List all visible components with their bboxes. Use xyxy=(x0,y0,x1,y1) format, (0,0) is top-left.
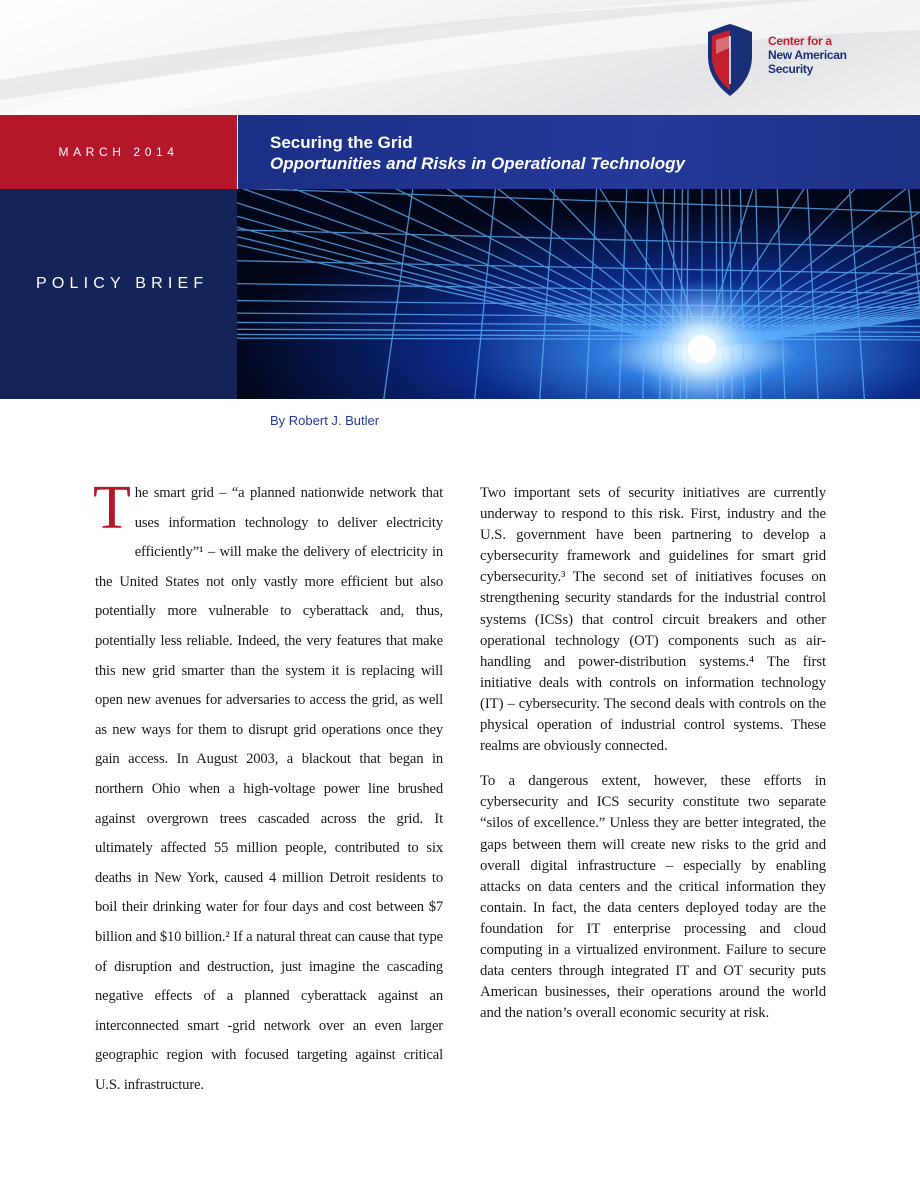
shield-icon xyxy=(706,24,754,96)
byline: By Robert J. Butler xyxy=(270,413,380,428)
digital-grid-illustration xyxy=(237,189,920,399)
left-column xyxy=(93,474,443,1100)
logo-wordmark xyxy=(768,34,868,76)
series-label: POLICY BRIEF xyxy=(36,275,209,292)
date-block xyxy=(0,115,237,189)
document-subtitle: Opportunities and Risks in Operational Technology xyxy=(270,154,685,173)
right-paragraph-1: Two important sets of security initiatives are currently underway to respond to this risk. First, industry and the U.S. government have been partnering to develop a cybersecurity framework and guidelines for smart grid cybersecurity.³ The second set of initiatives focuses on strengthening security standards for the industrial control systems (ICSs) that control circuit breakers and other operational technology (OT) components such as air-handling and power-distribution systems.⁴ The first initiative deals with controls on information technology (IT) – cybersecurity. The second deals with controls on the physical operation of industrial control systems. These realms are obviously connected. xyxy=(480,485,826,755)
title-block xyxy=(238,115,920,189)
right-column xyxy=(480,483,826,1038)
hero-image xyxy=(237,189,920,399)
drop-cap: T xyxy=(93,474,131,542)
logo-line-2: New American xyxy=(768,48,847,62)
logo-line-3: Security xyxy=(768,62,813,76)
left-paragraph: he smart grid – “a planned nationwide network that uses information technology to deliver electricity efficiently”¹ – will make the delivery of electricity in the United States not only vastly more efficient but also potentially more vulnerable to cyberattack and, thus, potentially less reliable. Indeed, the very features that make this new grid smarter than the system it is replacing will open new avenues for adversaries to access the grid, as well as new ways for them to disrupt grid operations once they gain access. In August 2003, a blackout that began in northern Ohio when a high-voltage power line brushed against overgrown trees cascaded across the grid. It ultimately affected 55 million people, contributed to six deaths in New York, caused 4 million Detroit residents to boil their drinking water for four days and cost between $7 billion and $10 billion.² If a natural threat can cause that type of disruption and destruction, just imagine the cascading negative effects of a planned cyberattack against an interconnected smart -grid network over an even larger geographic region with focused targeting against critical U.S. infrastructure. xyxy=(95,485,443,1093)
logo-line-1: Center for a xyxy=(768,34,832,48)
cnas-logo[interactable] xyxy=(706,24,856,96)
document-title: Securing the Grid xyxy=(270,133,413,152)
right-paragraph-2: To a dangerous extent, however, these efforts in cybersecurity and ICS security constitute two separate “silos of excellence.” Unless they are better integrated, the gaps between them will create new risks to the grid and overall digital infrastructure – especially by enabling attacks on data centers and the critical information they contain. In fact, the data centers deployed today are the foundation for IT enterprise processing and cloud computing in a virtualized environment. Failure to secure data centers through integrated IT and OT security puts American businesses, their operations around the world and the nation’s overall economic security at risk. xyxy=(480,773,826,1022)
publication-date: MARCH 2014 xyxy=(58,145,179,159)
series-block xyxy=(0,189,237,399)
